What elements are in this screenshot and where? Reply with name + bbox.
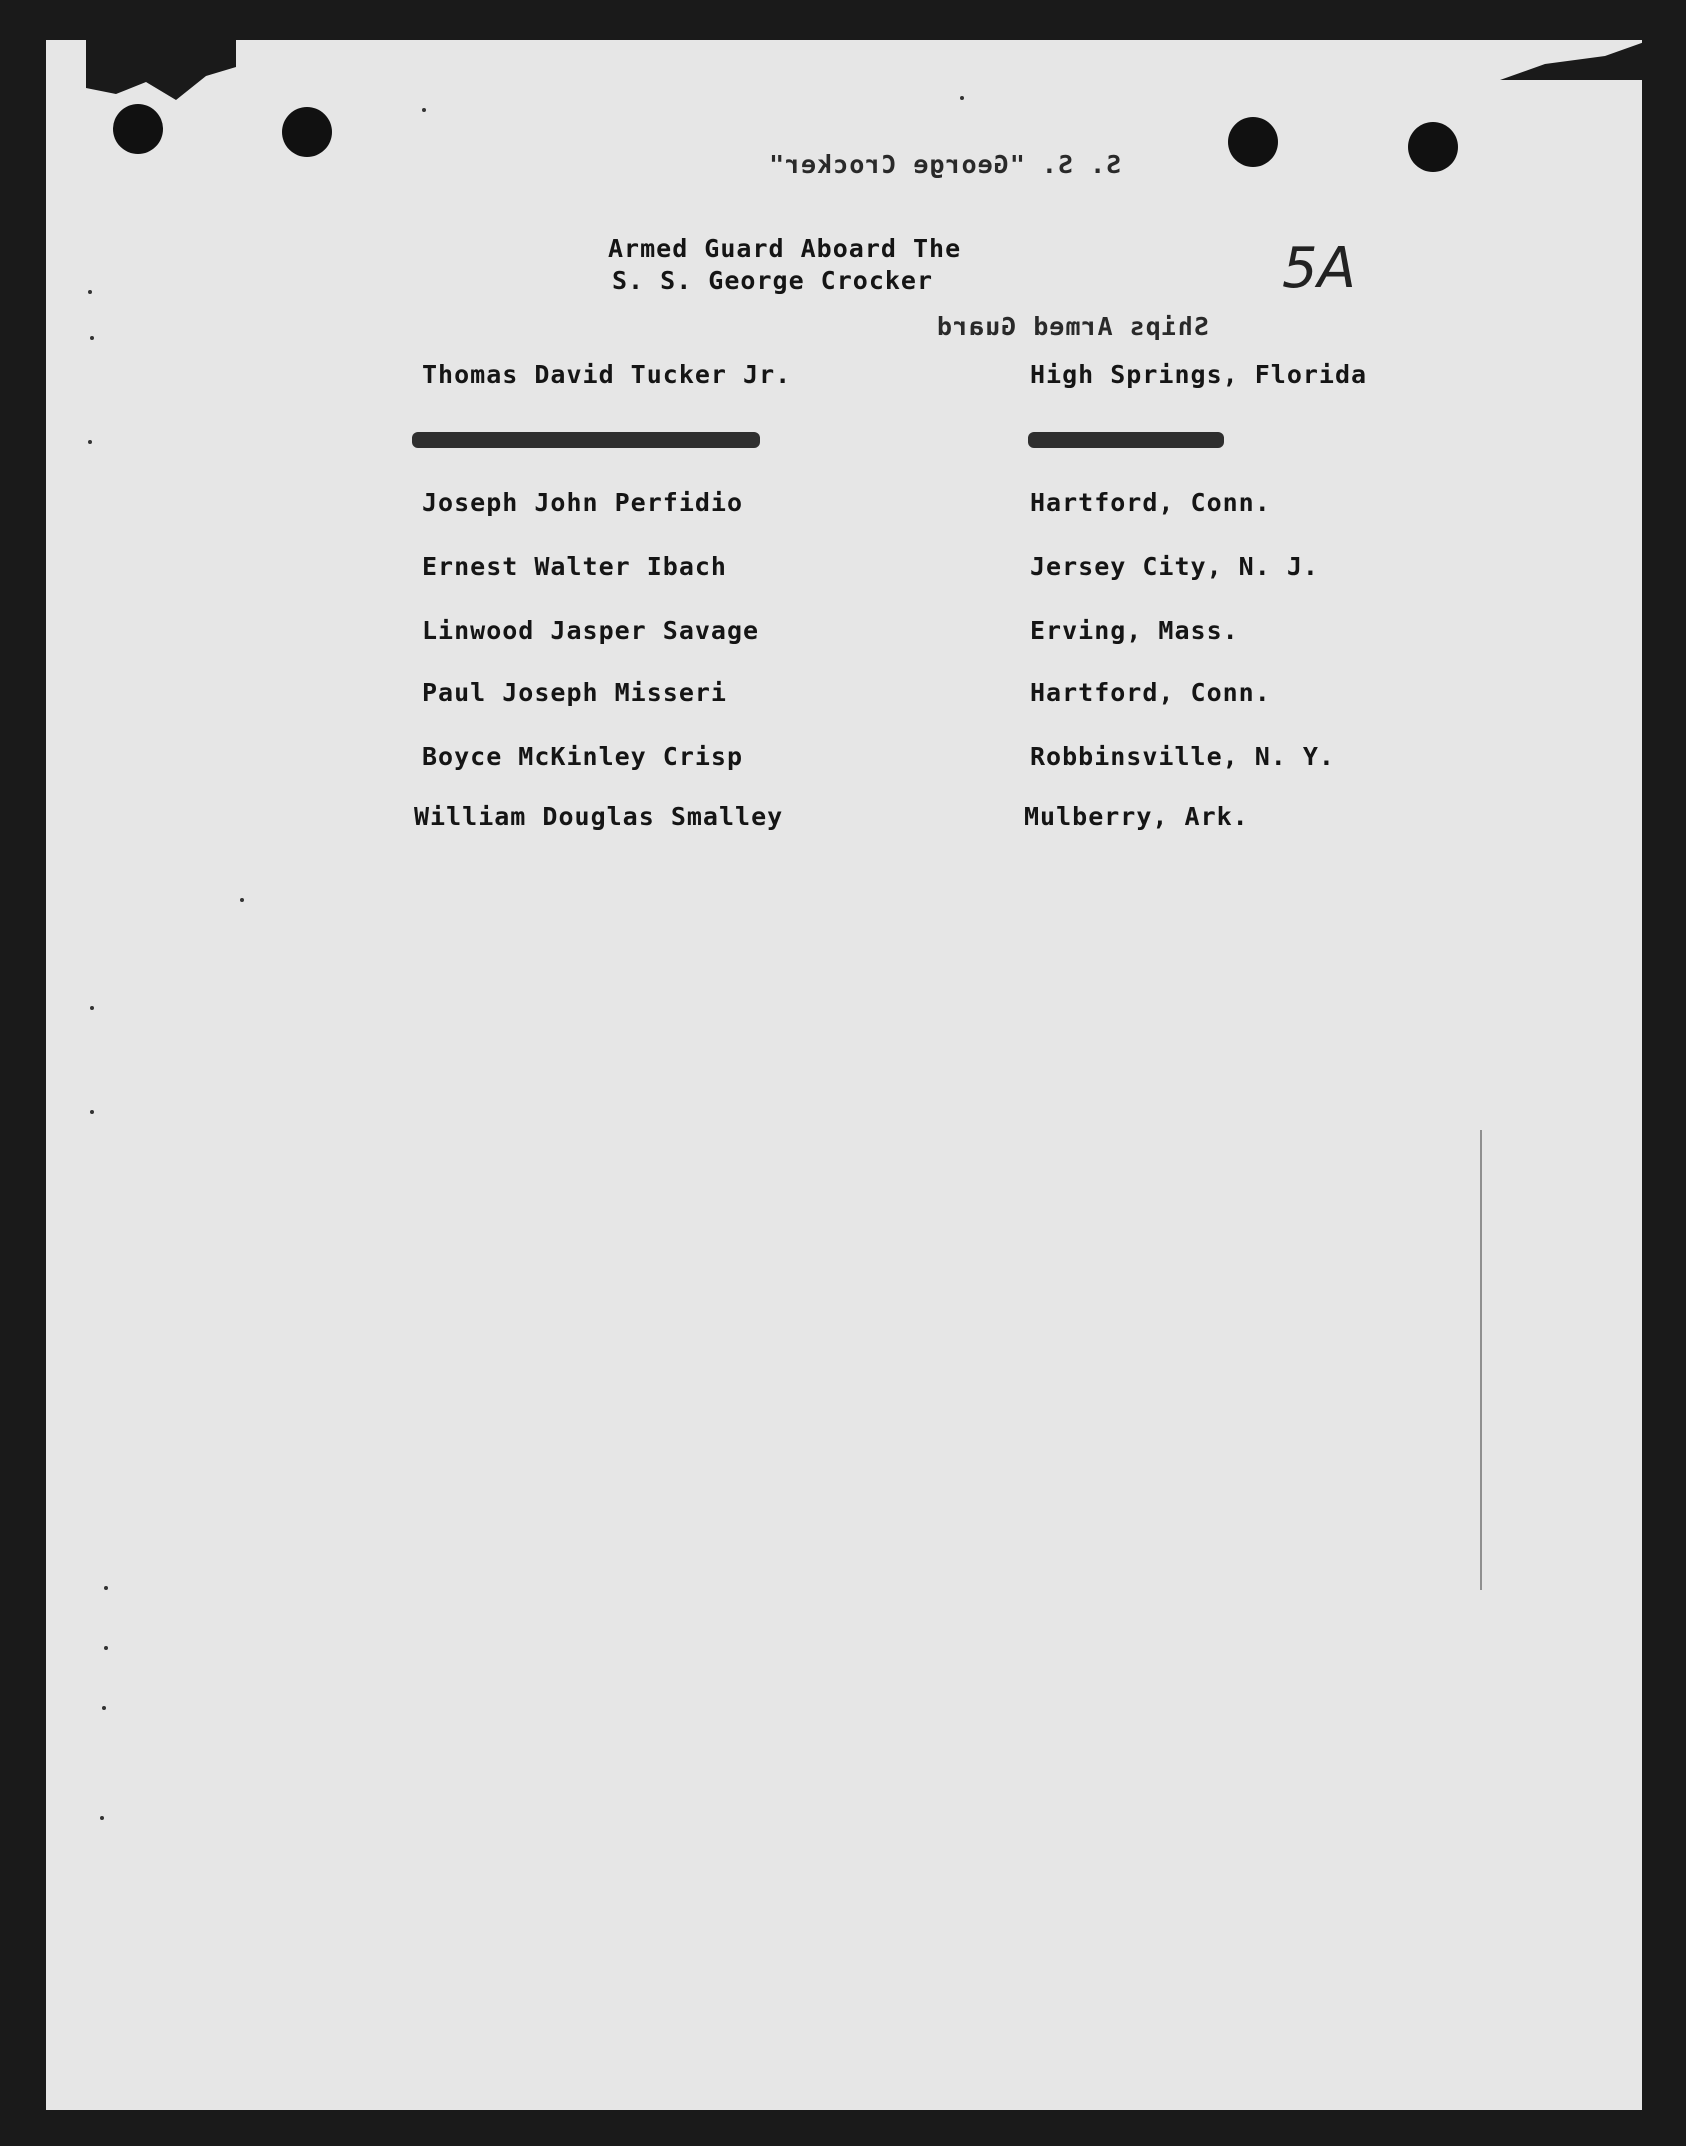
crew-hometown: Mulberry, Ark. xyxy=(1024,802,1249,831)
scan-speck xyxy=(88,440,92,444)
crew-name: Paul Joseph Misseri xyxy=(422,678,727,707)
punch-hole xyxy=(1408,122,1458,172)
scan-speck xyxy=(240,898,244,902)
crew-hometown: High Springs, Florida xyxy=(1030,360,1368,389)
scan-speck xyxy=(422,108,426,112)
punch-hole xyxy=(1228,117,1278,167)
scan-speck xyxy=(104,1586,108,1590)
handwritten-page-number: 5A xyxy=(1282,236,1356,301)
crew-name: Linwood Jasper Savage xyxy=(422,616,760,645)
punch-hole xyxy=(113,104,163,154)
crew-name: Thomas David Tucker Jr. xyxy=(422,360,792,389)
scan-edge-line xyxy=(1480,1130,1482,1590)
scan-speck xyxy=(102,1706,106,1710)
crew-name: Boyce McKinley Crisp xyxy=(422,742,744,771)
crew-hometown: Hartford, Conn. xyxy=(1030,678,1271,707)
reversed-ship-name: S. S. "George Crocker" xyxy=(768,150,1122,179)
crew-name: William Douglas Smalley xyxy=(414,802,784,831)
crew-name: Joseph John Perfidio xyxy=(422,488,744,517)
scan-speck xyxy=(960,96,964,100)
scan-speck xyxy=(100,1816,104,1820)
title-line-1: Armed Guard Aboard The xyxy=(608,234,962,263)
document-page xyxy=(46,40,1642,2110)
scan-speck xyxy=(90,1006,94,1010)
redacted-name xyxy=(412,432,760,448)
punch-hole xyxy=(282,107,332,157)
title-line-2: S. S. George Crocker xyxy=(612,266,934,295)
reversed-subtitle: Ships Armed Guard xyxy=(936,312,1209,341)
crew-name: Ernest Walter Ibach xyxy=(422,552,727,581)
scan-speck xyxy=(90,336,94,340)
crew-hometown: Hartford, Conn. xyxy=(1030,488,1271,517)
scan-speck xyxy=(88,290,92,294)
scan-speck xyxy=(104,1646,108,1650)
crew-hometown: Robbinsville, N. Y. xyxy=(1030,742,1335,771)
redacted-hometown xyxy=(1028,432,1224,448)
scan-speck xyxy=(90,1110,94,1114)
crew-hometown: Erving, Mass. xyxy=(1030,616,1239,645)
crew-hometown: Jersey City, N. J. xyxy=(1030,552,1319,581)
